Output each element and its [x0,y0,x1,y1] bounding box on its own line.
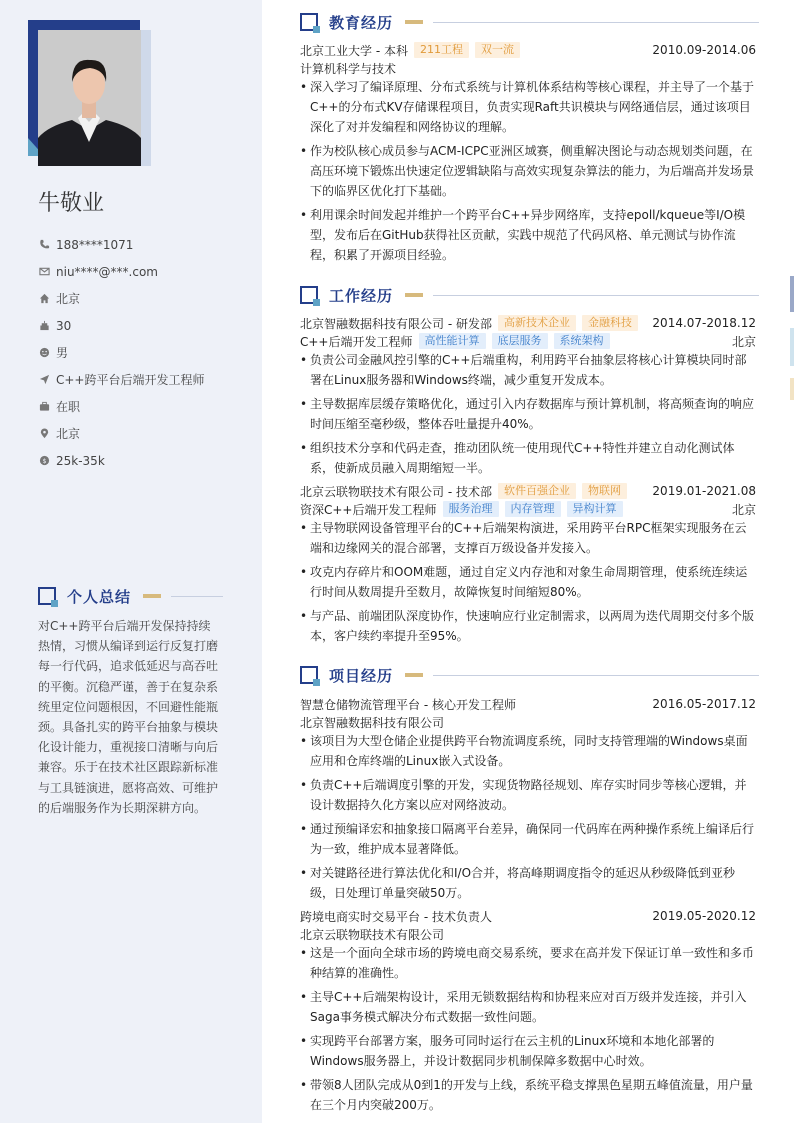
phone-icon [38,239,50,251]
job-date: 2019.01-2021.08 [652,484,756,498]
portrait-image [38,30,141,166]
role-tag: 服务治理 [443,501,499,517]
project-entry [300,695,756,907]
project-bullets [300,731,756,903]
contact-home: 北京 [38,285,205,312]
job-bullets [300,518,756,646]
summary-text: 对C++跨平台后端开发保持持续热情，习惯从编译到运行反复打磨每一行代码，追求低延迟与高吞吐的平衡。沉稳严谨，善于在复杂系统里定位问题根因，不回避性能瓶颈。具备扎实的跨平台抽象与模块化设计能力，重视接口清晰与向后兼容。乐于在技术社区跟踪新标准与工具链演进，愿将高效、可维护的后端服务作为长期深耕方向。 [38,619,219,815]
cake-icon [38,320,50,332]
education-date: 2010.09-2014.06 [652,43,756,57]
contact-age: 30 [38,312,205,339]
candidate-name: 牛敬业 [38,191,105,216]
location-pin-icon [38,428,50,440]
role-tag: 系统架构 [554,333,610,349]
send-icon [38,374,50,386]
list-item: • 通过预编译宏和抽象接口隔离平台差异，确保同一代码库在两种操作系统上编译后行为一致，维护成本显著降低。 [300,819,756,859]
briefcase-icon [38,401,50,413]
company-name: 北京云联物联技术有限公司 - 技术部 [300,484,492,499]
job-bullets [300,350,756,478]
role-tag: 异构计算 [567,501,623,517]
list-item: • 负责公司金融风控引擎的C++后端重构，利用跨平台抽象层将核心计算模块同时部署在Linux服务器和Windows终端，减少重复开发成本。 [300,350,756,390]
company-tag: 高新技术企业 [498,315,576,331]
list-item: • 带领8人团队完成从0到1的开发与上线，系统平稳支撑黑色星期五峰值流量，用户量在三个月内突破200万。 [300,1075,756,1115]
company-tag: 物联网 [582,483,627,499]
work-title: 工作经历 [329,286,394,305]
contact-status: 在职 [38,393,205,420]
list-item: • 攻克内存碎片和OOM难题，通过自定义内存池和对象生命周期管理，使系统连续运行时间从数周提升至数月，故障恢复时间缩短80%。 [300,562,756,602]
job-role: 资深C++后端开发工程师 [300,502,437,517]
project-bullets [300,943,756,1115]
job-role: C++后端开发工程师 [300,334,413,349]
money-icon [38,455,50,467]
major: 计算机科学与技术 [300,61,397,76]
contact-gender: 男 [38,339,205,366]
project-company: 北京智融数据科技有限公司 [300,715,445,730]
job-location: 北京 [731,334,756,349]
section-square-icon [300,13,318,31]
company-tag: 软件百强企业 [498,483,576,499]
avatar-frame [28,20,151,166]
list-item: • 主导数据库层缓存策略优化，通过引入内存数据库与预计算机制，将高频查询的响应时间压缩至毫秒级，整体吞吐量提升40%。 [300,394,756,434]
list-item: • 负责C++后端调度引擎的开发，实现货物路径规划、库存实时同步等核心逻辑，并设计数据持久化方案以应对网络波动。 [300,775,756,815]
role-tag: 内存管理 [505,501,561,517]
school-tag: 211工程 [414,42,469,58]
education-title: 教育经历 [329,13,394,32]
contact-target-role: C++跨平台后端开发工程师 [38,366,205,393]
role-tag: 底层服务 [492,333,548,349]
edge-marker [790,276,794,312]
list-item: • 深入学习了编译原理、分布式系统与计算机体系结构等核心课程，并主导了一个基于C++的分布式KV存储课程项目，负责实现Raft共识模块与网络通信层，通过该项目深化了对并发编程和网络协议的理解。 [300,77,756,137]
project-name: 智慧仓储物流管理平台 - 核心开发工程师 [300,697,516,712]
list-item: • 利用课余时间发起并维护一个跨平台C++异步网络库，支持epoll/kqueue等I/O模型，发布后在GitHub获得社区贡献，实践中规范了代码风格、单元测试与协作流程，积累了开源项目经验。 [300,205,756,265]
section-square-icon [300,286,318,304]
contact-city: 北京 [38,420,205,447]
home-icon [38,293,50,305]
edge-marker [790,378,794,400]
list-item: • 实现跨平台部署方案，服务可同时运行在云主机的Linux环境和本地化部署的Windows服务器上，并设计数据同步机制保障多数据中心时效。 [300,1031,756,1071]
list-item: • 对关键路径进行算法优化和I/O合并，将高峰期调度指令的延迟从秒级降低到亚秒级，日处理订单量突破50万。 [300,863,756,903]
svg-text:$: $ [41,456,47,465]
work-entry [300,314,756,482]
project-name: 跨境电商实时交易平台 - 技术负责人 [300,909,492,924]
face-icon [38,347,50,359]
summary-section-header [38,584,223,608]
project-entry [300,907,756,1119]
projects-title: 项目经历 [329,666,394,685]
list-item: • 这是一个面向全球市场的跨境电商交易系统，要求在高并发下保证订单一致性和多币种结算的准确性。 [300,943,756,983]
email-icon [38,266,50,278]
work-entry [300,482,756,650]
project-date: 2019.05-2020.12 [652,909,756,923]
company-tag: 金融科技 [582,315,638,331]
avatar [38,30,141,166]
project-company: 北京云联物联技术有限公司 [300,927,445,942]
list-item: • 主导C++后端架构设计，采用无锁数据结构和协程来应对百万级并发连接，并引入Saga事务模式解决分布式数据一致性问题。 [300,987,756,1027]
list-item: • 该项目为大型仓储企业提供跨平台物流调度系统，同时支持管理端的Windows桌面应用和仓库终端的Linux嵌入式设备。 [300,731,756,771]
job-date: 2014.07-2018.12 [652,316,756,330]
school-tag: 双一流 [475,42,520,58]
project-date: 2016.05-2017.12 [652,697,756,711]
contact-list [38,231,205,474]
list-item: • 组织技术分享和代码走查，推动团队统一使用现代C++特性并建立自动化测试体系，使新成员融入周期缩短一半。 [300,438,756,478]
list-item: • 与产品、前端团队深度协作，快速响应行业定制需求，以两周为迭代周期交付多个版本，客户续约率提升至95%。 [300,606,756,646]
sidebar [0,0,262,1123]
edge-marker [790,328,794,366]
contact-email: niu****@***.com [38,258,205,285]
company-name: 北京智融数据科技有限公司 - 研发部 [300,316,492,331]
list-item: • 主导物联网设备管理平台的C++后端架构演进，采用跨平台RPC框架实现服务在云端和边缘网关的混合部署，支撑百万级设备并发接入。 [300,518,756,558]
role-tag: 高性能计算 [419,333,486,349]
contact-phone: 188****1071 [38,231,205,258]
school-name: 北京工业大学 - 本科 [300,43,408,58]
list-item: • 作为校队核心成员参与ACM-ICPC亚洲区域赛，侧重解决图论与动态规划类问题，在高压环境下锻炼出快速定位逻辑缺陷与高效实现复杂算法的能力，为后端高并发场景下的临界区优化打下基础。 [300,141,756,201]
work-section-header [300,283,759,307]
job-location: 北京 [731,502,756,517]
contact-salary: $ 25k-35k [38,447,205,474]
section-square-icon [38,587,56,605]
education-bullets [300,77,756,265]
education-entry [300,41,756,269]
section-square-icon [300,666,318,684]
projects-section-header [300,663,759,687]
summary-title: 个人总结 [67,587,132,606]
education-section-header [300,10,759,34]
